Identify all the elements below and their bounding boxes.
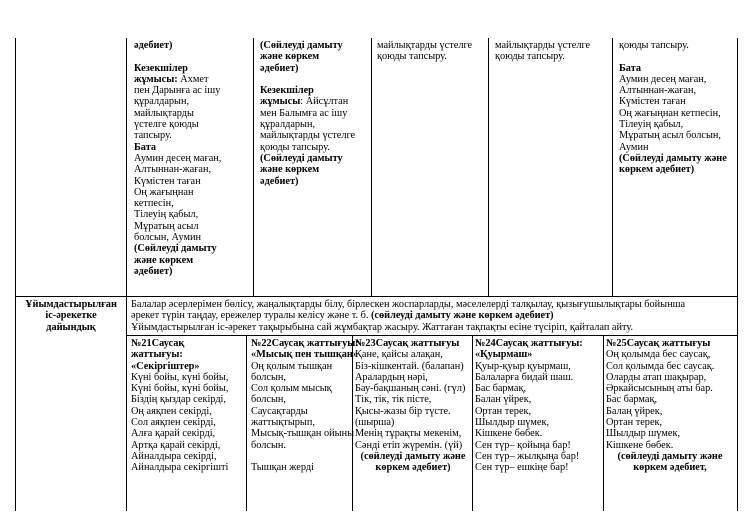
col3-duty-text: қоюды тапсыру. <box>260 141 330 153</box>
game-line: Балаларға бидай шаш. <box>475 371 574 383</box>
col2-bata-line: Тілеуің қабыл, <box>134 209 199 221</box>
game-line: Оң аяқпен секірді, <box>131 405 212 417</box>
col6-bata-line: Оң жағыңнан кетпесін, <box>619 107 721 119</box>
row-label-line: дайындық <box>46 321 96 333</box>
column-divider-4 <box>488 38 489 296</box>
col6-bata-line: Күмістен таған <box>619 96 686 108</box>
intro-line: Балалар әсерлерімен бөлісу, жаңалықтарды білу, бірлескен жоспарларды, мәселелерді талқылау, қызығушылықтары бойынша <box>131 299 686 310</box>
game-card-23 <box>355 338 471 474</box>
game-line: Қуыр-қуыр қуырмаш, <box>475 360 571 372</box>
game-card-24 <box>475 338 583 474</box>
column-divider-5 <box>612 38 613 296</box>
col6-bata-title: Бата <box>619 62 642 74</box>
top-cell-col3 <box>260 40 355 187</box>
col2-duty-text: пен Дарынға ас ішу <box>134 85 221 97</box>
game-line: Әркайсысының аты бар. <box>606 383 713 395</box>
row-divider-1 <box>15 296 737 297</box>
game-line: Кішкене бөбек. <box>606 439 674 451</box>
game-line: Күні бойы, күні бойы, <box>131 371 229 383</box>
column-divider-4b <box>472 335 473 511</box>
col3-duty-title: Кезекшілер <box>260 85 314 97</box>
game-line: Артқа қарай секірді, <box>131 439 221 451</box>
column-divider-3 <box>371 38 372 296</box>
col2-bata-line: болсын, Аумин <box>134 232 202 244</box>
game-title: «Мысық пен тышқан» <box>251 349 358 361</box>
table-border-left <box>15 38 16 511</box>
game-title: №21Саусақ <box>131 338 185 349</box>
game-line: Сәнді етіп жүремін. (үй) <box>355 439 463 451</box>
game-line: Мысық-тышқан ойыны <box>251 428 355 440</box>
col6-text: қоюды тапсыру. <box>619 40 689 51</box>
game-line: Қысы-жазы бір түсте. <box>355 405 451 417</box>
col6-tag: (Сөйлеуді дамыту және <box>619 152 727 164</box>
game-line: Балаң үйрек, <box>606 405 663 417</box>
col2-duty-text: майлықтарды <box>134 107 194 119</box>
game-line: Оң қолым тышқан <box>251 360 333 372</box>
game-title: «Секіргіштер» <box>131 360 200 372</box>
col2-bata-line: кетпесін, <box>134 198 174 210</box>
game-line: Шылдыр шүмек, <box>606 428 681 440</box>
col3-tag2: (Сөйлеуді дамыту <box>260 152 343 164</box>
game-line: Сен түр– қойыңа бар! <box>475 439 571 451</box>
game-card-25 <box>606 338 734 474</box>
col6-bata-line: Аумин десең маған, <box>619 73 707 85</box>
game-line: Сол аяқпен секірді, <box>131 417 216 429</box>
col2-duty-line: жұмысы: Ахмет <box>134 73 209 85</box>
col6-bata-line: Алтыннан-жаған, <box>619 85 697 97</box>
col6-tag: көркем әдебиет) <box>619 164 695 176</box>
column-divider-2b <box>246 335 247 511</box>
row-divider-2 <box>126 335 737 336</box>
top-cell-col5 <box>495 40 590 63</box>
game-card-22 <box>251 338 359 474</box>
col6-bata-line: Аумин <box>619 141 649 153</box>
game-line: болсын, <box>251 371 286 383</box>
game-line: Сол қолымда бес саусақ. <box>606 360 715 372</box>
col6-bata-line: Мұратың асыл болсын, <box>619 130 721 142</box>
col2-bata-line: Мұратың асыл <box>134 220 199 232</box>
game-title: жаттығуы: <box>131 349 183 361</box>
col3-duty-line: жұмысы: Айсұлтан <box>260 96 349 108</box>
col3-tag2: және көркем <box>260 164 320 176</box>
game-line: Шылдыр шүмек, <box>475 417 550 429</box>
game-line: болсын. <box>251 439 286 451</box>
col3-tag2: әдебиет) <box>260 175 299 187</box>
col2-bata-line: Аумин десең маған, <box>134 152 222 164</box>
game-line: Сен түр– ешкіңе бар! <box>475 462 569 474</box>
game-line: Тік, тік, тік пісте, <box>355 394 432 406</box>
col2-tag-end: әдебиет) <box>134 40 173 51</box>
game-line: Менің тұрақты мекенім, <box>355 428 462 440</box>
game-line: Алға қарай секірді, <box>131 428 216 440</box>
col2-tag: әдебиет) <box>134 265 173 277</box>
game-line: Саусақтарды <box>251 405 308 417</box>
col5-text: қоюды тапсыру. <box>495 51 565 63</box>
col3-tag: (Сөйлеуді дамыту <box>260 40 343 51</box>
column-divider-5b <box>603 335 604 511</box>
col5-text: майлықтарды үстелге <box>495 40 591 51</box>
intro-line: Ұйымдастырылған іс-әрекет тақырыбына сай жұмбақтар жасыру. Жаттаған тақпақты есіне түсіріп, қайталап айту. <box>131 321 634 333</box>
game-tag: көркем әдебиет, <box>633 462 707 474</box>
col2-duty-text: тапсыру. <box>134 130 172 142</box>
col2-duty-text: үстелге қоюды <box>134 119 199 131</box>
game-line: Ортан терек, <box>606 417 663 429</box>
game-title: №23Саусақ жаттығуы <box>355 338 460 349</box>
game-title: «Қуырмаш» <box>475 349 533 361</box>
top-cell-col4 <box>377 40 472 63</box>
top-cell-col6 <box>619 40 727 176</box>
col2-duty-text: құралдарын, <box>134 96 190 108</box>
game-tag: (сөйлеуді дамыту және <box>360 450 466 462</box>
intro-paragraph <box>131 299 685 333</box>
table-border-right <box>737 38 738 511</box>
col2-bata-title: Бата <box>134 141 157 153</box>
game-line: Қане, қайсы алақан, <box>355 349 443 361</box>
column-divider-1 <box>126 38 127 511</box>
intro-line: әрекет түрін таңдау, ережелер туралы келісу және т. б. (сөйлеуді дамыту және көркем әдебиет) <box>131 310 554 322</box>
game-line: Сол қолым мысық <box>251 383 332 395</box>
row-label-line: Ұйымдастырылған <box>25 299 117 310</box>
col2-duty-title: Кезекшілер <box>134 62 188 74</box>
row-label-line: іс-әрекетке <box>45 310 97 322</box>
col4-text: майлықтарды үстелге <box>377 40 473 51</box>
col4-text: қоюды тапсыру. <box>377 51 447 63</box>
game-line: жаттықтырып, <box>251 417 315 429</box>
lesson-plan-table <box>15 38 737 511</box>
game-line: Бау-бақшаның сәні. (гүл) <box>355 383 466 395</box>
top-cell-col2 <box>134 40 221 277</box>
game-line: (шырша) <box>355 417 395 429</box>
col2-bata-line: Оң жағыңнан <box>134 186 194 198</box>
game-line: Аралардың нәрі, <box>355 371 428 383</box>
col2-tag: және көркем <box>134 254 194 266</box>
game-line: Оң қолымда бес саусақ, <box>606 349 711 361</box>
col2-tag: (Сөйлеуді дамыту <box>134 243 217 255</box>
col2-bata-line: Күмістен таған <box>134 175 201 187</box>
game-title: №24Саусақ жаттығуы: <box>475 338 583 349</box>
column-divider-2 <box>253 38 254 296</box>
col3-tag: әдебиет) <box>260 62 299 74</box>
game-line: Ортан терек, <box>475 405 532 417</box>
game-line: Бас бармақ, <box>475 383 527 395</box>
game-line: болсын, <box>251 394 286 406</box>
game-title: №22Саусақ жаттығуы: <box>251 338 359 349</box>
col3-duty-text: майлықтарды үстелге <box>260 130 356 142</box>
game-line: Тышқан жерді <box>251 462 314 474</box>
game-line: Біз-кішкентай. (балапан) <box>355 360 464 372</box>
game-line: Балан үйрек, <box>475 394 532 406</box>
game-line: Оларды атап шақырар, <box>606 371 707 383</box>
row-label <box>17 299 125 333</box>
game-line: Айналдыра секірді, <box>131 450 217 462</box>
col3-tag: және көркем <box>260 51 320 63</box>
game-line: Біздің қыздар секірді, <box>131 394 226 406</box>
col3-duty-text: мен Балымға ас ішу <box>260 107 348 119</box>
col3-duty-text: құралдарын, <box>260 119 316 131</box>
game-title: №25Саусақ жаттығуы <box>606 338 711 349</box>
game-tag: (сөйлеуді дамыту және <box>617 450 723 462</box>
col2-bata-line: Алтыннан-жаған, <box>134 164 212 176</box>
col6-bata-line: Тілеуің қабыл, <box>619 119 684 131</box>
game-line: Күні бойы, күні бойы, <box>131 383 229 395</box>
game-line: Бас бармақ, <box>606 394 658 406</box>
game-card-21 <box>131 338 228 474</box>
game-line: Сен түр– жылқыңа бар! <box>475 450 580 462</box>
game-tag: көркем әдебиет) <box>375 462 451 474</box>
game-line: Айналдыра секіргішті <box>131 462 229 474</box>
game-line: Кішкене бөбек. <box>475 428 543 440</box>
